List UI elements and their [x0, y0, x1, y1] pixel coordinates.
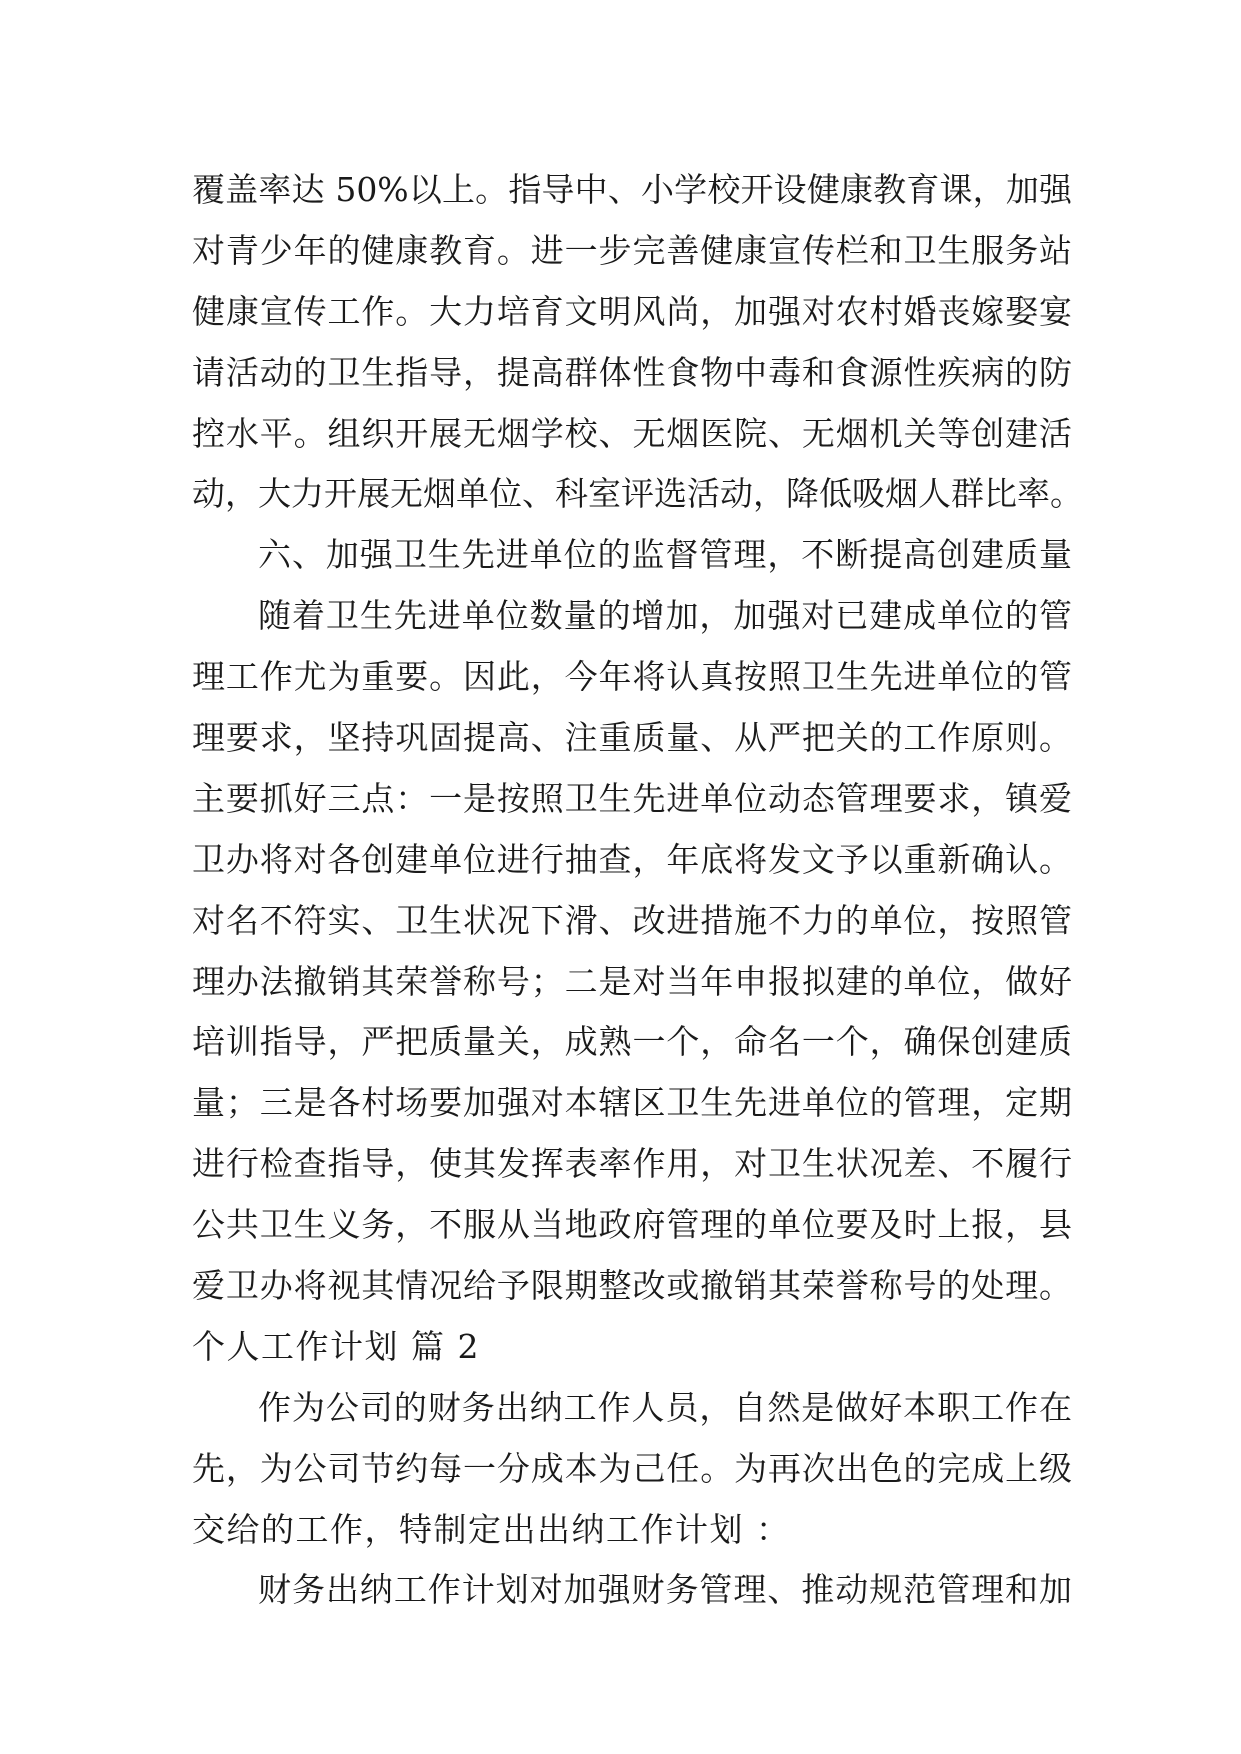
- text-line: 先，为公司节约每一分成本为己任。为再次出色的完成上级: [192, 1448, 1072, 1488]
- section-heading: 个人工作计划 篇 2: [192, 1326, 480, 1366]
- text-line: 六、加强卫生先进单位的监督管理，不断提高创建质量: [258, 535, 1072, 575]
- text-line: 主要抓好三点：一是按照卫生先进单位动态管理要求，镇爱: [192, 778, 1072, 818]
- text-line: 公共卫生义务，不服从当地政府管理的单位要及时上报，县: [192, 1205, 1072, 1245]
- text-line: 对青少年的健康教育。进一步完善健康宣传栏和卫生服务站: [192, 230, 1072, 270]
- text-line: 爱卫办将视其情况给予限期整改或撤销其荣誉称号的处理。: [192, 1266, 1072, 1306]
- text-line: 交给的工作，特制定出出纳工作计划 ：: [192, 1509, 791, 1549]
- text-line: 动，大力开展无烟单位、科室评选活动，降低吸烟人群比率。: [192, 474, 1083, 514]
- text-line: 理工作尤为重要。因此，今年将认真按照卫生先进单位的管: [192, 657, 1072, 697]
- text-line: 健康宣传工作。大力培育文明风尚，加强对农村婚丧嫁娶宴: [192, 291, 1072, 331]
- body-text: [192, 160, 1083, 1621]
- text-line: 理办法撤销其荣誉称号；二是对当年申报拟建的单位，做好: [192, 961, 1072, 1001]
- text-line: 培训指导，严把质量关，成熟一个，命名一个，确保创建质: [192, 1022, 1072, 1062]
- text-line: 作为公司的财务出纳工作人员，自然是做好本职工作在: [258, 1387, 1072, 1427]
- text-line: 控水平。组织开展无烟学校、无烟医院、无烟机关等创建活: [192, 413, 1072, 453]
- text-line: 覆盖率达 50%以上。指导中、小学校开设健康教育课，加强: [192, 170, 1072, 209]
- text-line: 请活动的卫生指导，提高群体性食物中毒和食源性疾病的防: [192, 352, 1072, 392]
- text-line: 随着卫生先进单位数量的增加，加强对已建成单位的管: [258, 596, 1072, 636]
- text-line: 理要求，坚持巩固提高、注重质量、从严把关的工作原则。: [192, 718, 1072, 758]
- text-line: 进行检查指导，使其发挥表率作用，对卫生状况差、不履行: [192, 1144, 1072, 1184]
- text-line: 卫办将对各创建单位进行抽查，年底将发文予以重新确认。: [192, 839, 1072, 879]
- text-line: 量；三是各村场要加强对本辖区卫生先进单位的管理，定期: [192, 1083, 1072, 1123]
- text-line: 财务出纳工作计划对加强财务管理、推动规范管理和加: [258, 1570, 1072, 1610]
- text-line: 对名不符实、卫生状况下滑、改进措施不力的单位，按照管: [192, 900, 1072, 940]
